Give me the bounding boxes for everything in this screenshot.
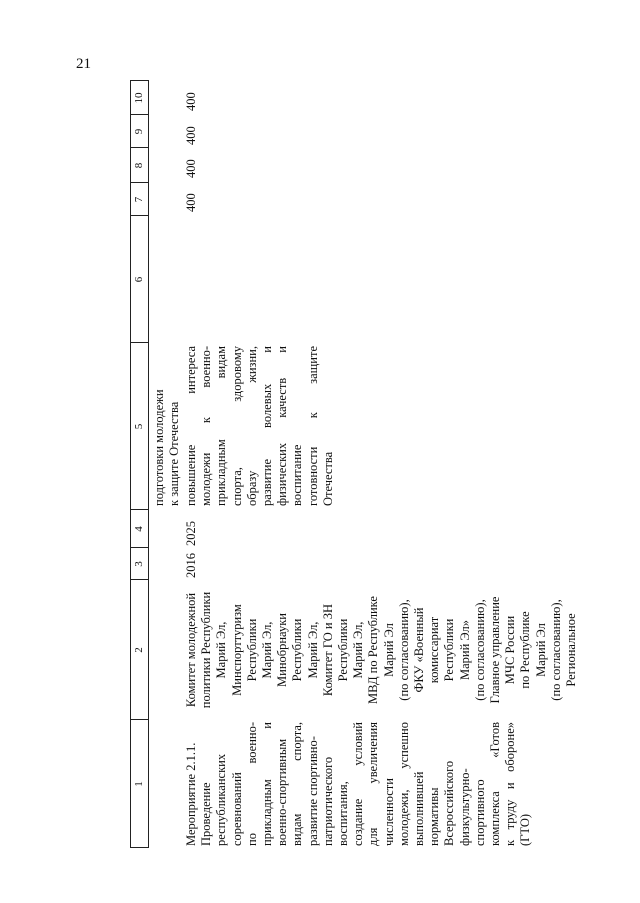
amount-col10: 400: [184, 92, 198, 111]
text-line: развитие спортивно-: [305, 736, 320, 846]
text-line: комиссариат: [427, 616, 442, 684]
text-line: Минобрнауки: [275, 613, 290, 687]
text-line: прикладным и: [260, 722, 275, 846]
text-line: подготовки молодежи: [152, 389, 166, 506]
text-line: Мероприятие 2.1.1.: [184, 742, 198, 846]
text-line: военно-спортивным: [275, 738, 290, 846]
text-line: по Республике: [518, 611, 533, 689]
text-line: (по согласованию),: [396, 599, 411, 701]
header-col-5: 5: [133, 423, 145, 430]
text-line: Главное управление: [488, 596, 503, 704]
text-line: МЧС России: [503, 615, 518, 685]
end-year: 2025: [184, 521, 198, 546]
text-line: воспитания,: [336, 781, 351, 846]
text-line: выполнившей: [412, 771, 427, 846]
text-line: (по согласованию),: [472, 599, 487, 701]
text-line: к защите Отечества: [167, 401, 182, 506]
text-line: молодежи, успешно: [396, 722, 411, 846]
text-line: Республики: [442, 618, 457, 682]
text-line: Отечества: [320, 451, 335, 506]
text-line: молодежи к военно-: [199, 346, 214, 506]
text-line: физических качеств и: [275, 346, 290, 506]
text-line: Республики: [336, 618, 351, 682]
text-line: воспитание: [290, 444, 305, 506]
text-line: Марий Эл: [381, 623, 396, 677]
responsible-executors: [184, 582, 579, 718]
text-line: Марий Эл,: [260, 621, 275, 679]
header-col-10: 10: [133, 92, 145, 104]
text-line: видам спорта,: [290, 722, 305, 846]
text-line: Марий Эл»: [457, 620, 472, 680]
header-col-9: 9: [133, 128, 145, 135]
text-line: Минспорттуризм: [229, 604, 244, 696]
text-line: Комитет молодежной: [184, 592, 198, 708]
text-line: численности: [381, 778, 396, 846]
text-line: Марий Эл,: [214, 621, 229, 679]
text-line: развитие волевых и: [260, 346, 275, 506]
rotated-table: [130, 80, 620, 848]
text-line: спортивного: [472, 779, 487, 846]
text-line: Региональное: [564, 613, 579, 687]
text-line: по военно-: [244, 722, 259, 846]
text-line: Марий Эл: [533, 623, 548, 677]
text-line: комплекса «Готов: [488, 722, 503, 846]
start-year: 2016: [184, 553, 198, 578]
expected-result: [184, 346, 336, 506]
header-col-7: 7: [133, 196, 145, 203]
text-line: Республики: [290, 618, 305, 682]
header-col-3: 3: [133, 561, 145, 567]
text-line: готовности к защите: [305, 346, 320, 506]
text-line: Республики: [244, 618, 259, 682]
text-line: создание условий: [351, 722, 366, 846]
text-line: соревнований: [229, 772, 244, 846]
text-line: Марий Эл,: [351, 621, 366, 679]
header-col-1: 1: [133, 781, 145, 787]
text-line: (ГТО): [518, 813, 533, 846]
text-line: патриотического: [320, 756, 335, 846]
amount-col9: 400: [184, 126, 198, 145]
text-line: спорта, здоровому: [229, 346, 244, 506]
table-header-rule: [148, 80, 149, 848]
text-line: Марий Эл,: [305, 621, 320, 679]
event-description: [184, 722, 534, 846]
text-line: к труду и обороне»: [503, 722, 518, 846]
header-col-6: 6: [133, 276, 145, 283]
text-line: физкультурно-: [457, 768, 472, 846]
header-col-4: 4: [133, 526, 145, 532]
text-line: (по согласованию),: [548, 599, 563, 701]
text-line: прикладным видам: [214, 346, 229, 506]
text-line: политики Республики: [199, 591, 214, 709]
text-line: нормативы: [427, 787, 442, 846]
text-line: образу жизни,: [244, 346, 259, 506]
text-line: Комитет ГО и ЗН: [320, 603, 335, 697]
carryover-text: [152, 346, 182, 506]
header-col-2: 2: [133, 647, 145, 653]
text-line: повышение интереса: [184, 346, 198, 506]
text-line: МВД по Республике: [366, 596, 381, 704]
text-line: республиканских: [214, 753, 229, 846]
text-line: для увеличения: [366, 722, 381, 846]
header-col-8: 8: [133, 162, 145, 169]
page-number: 21: [76, 56, 91, 72]
text-line: ФКУ «Военный: [412, 607, 427, 693]
text-line: Проведение: [199, 782, 214, 846]
text-line: Всероссийского: [442, 760, 457, 846]
amount-col8: 400: [184, 159, 198, 178]
amount-col7: 400: [184, 193, 198, 212]
